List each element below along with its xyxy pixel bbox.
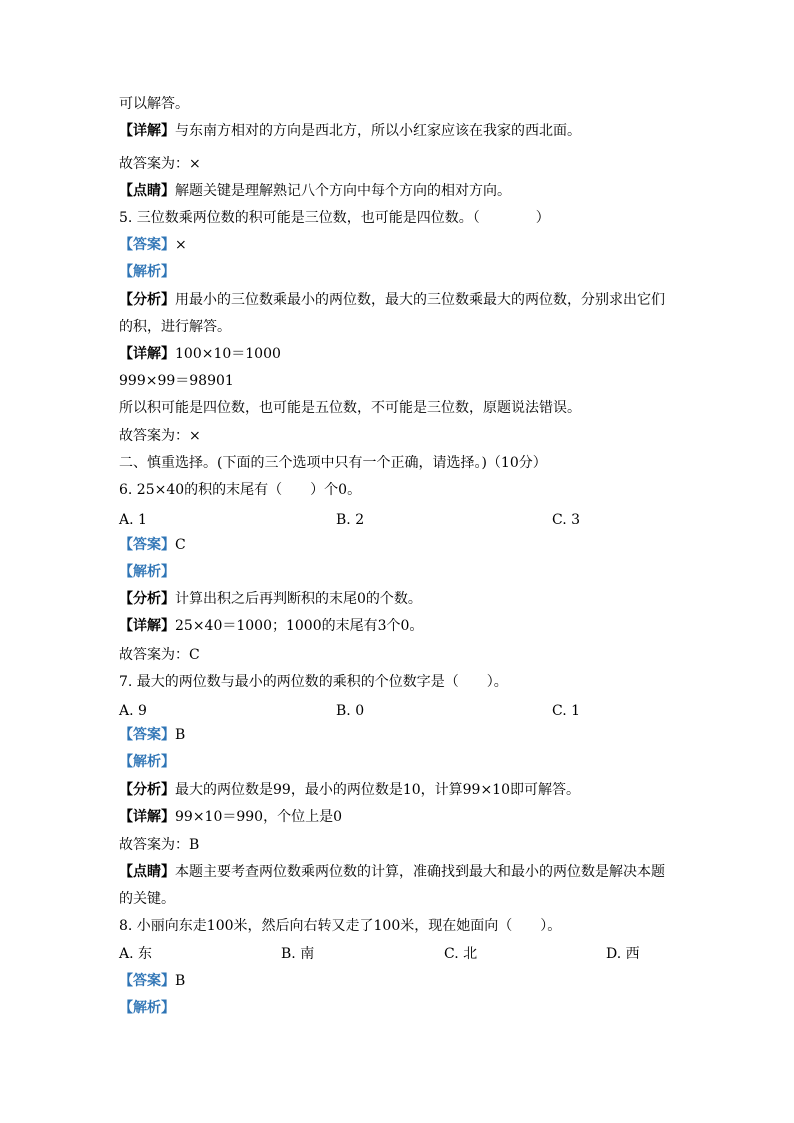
xiangjie-line xyxy=(119,616,423,636)
text: 本题主要考查两位数乘两位数的计算，准确找到最大和最小的两位数是解决本题 xyxy=(175,864,665,880)
jiexi-tag: 【解析】 xyxy=(119,1000,175,1016)
text: 可以解答。 xyxy=(119,96,189,112)
xiangjie-line xyxy=(119,807,342,827)
answer-tag: 【答案】 xyxy=(119,537,175,553)
fenxi-tag: 【分析】 xyxy=(119,292,175,308)
text: 解题关键是理解熟记八个方向中每个方向的相对方向。 xyxy=(175,183,511,199)
xiangjie-tag: 【详解】 xyxy=(119,809,175,825)
section-heading xyxy=(119,453,547,473)
text: 最大的两位数是99，最小的两位数是10，计算99×10即可解答。 xyxy=(175,782,580,798)
jiexi-line xyxy=(119,998,175,1018)
jiexi-tag: 【解析】 xyxy=(119,754,175,770)
answer-tag: 【答案】 xyxy=(119,237,175,253)
answer-line xyxy=(119,235,187,255)
text: 的积，进行解答。 xyxy=(119,319,231,335)
answer-value: B xyxy=(175,727,186,743)
text: 用最小的三位数乘最小的两位数，最大的三位数乘最大的两位数，分别求出它们 xyxy=(175,292,665,308)
text: 二、慎重选择。(下面的三个选项中只有一个正确，请选择。)（10分） xyxy=(119,455,547,471)
question-text: 7. 最大的两位数与最小的两位数的乘积的个位数字是（ ）。 xyxy=(119,674,508,690)
answer-value: C xyxy=(175,537,186,553)
question-7 xyxy=(119,672,508,692)
xiangjie-tag: 【详解】 xyxy=(119,123,175,139)
jiexi-line xyxy=(119,562,175,582)
option-b: B. 南 xyxy=(281,946,315,962)
text: 与东南方相对的方向是西北方，所以小红家应该在我家的西北面。 xyxy=(175,123,581,139)
xiangjie-tag: 【详解】 xyxy=(119,618,175,634)
option-a: A. 1 xyxy=(119,512,147,528)
text: 所以积可能是四位数，也可能是五位数，不可能是三位数，原题说法错误。 xyxy=(119,400,581,416)
answer-value: B xyxy=(175,973,186,989)
answer-final-line xyxy=(119,835,199,855)
jiexi-line xyxy=(119,752,175,772)
answer-tag: 【答案】 xyxy=(119,727,175,743)
option-a: A. 9 xyxy=(119,703,147,719)
question-text: 6. 25×40的积的末尾有（ ）个0。 xyxy=(119,482,362,498)
answer-line xyxy=(119,725,185,745)
text: 故答案为：B xyxy=(119,837,200,853)
answer-final-line xyxy=(119,645,200,665)
text: 999×99＝98901 xyxy=(119,373,234,389)
text-line xyxy=(119,317,231,337)
fenxi-tag: 【分析】 xyxy=(119,591,175,607)
option-b: B. 2 xyxy=(336,512,365,528)
answer-line xyxy=(119,535,186,555)
text: 故答案为：× xyxy=(119,156,201,172)
text: 的关键。 xyxy=(119,891,175,907)
answer-final-line xyxy=(119,426,201,446)
xiangjie-line xyxy=(119,121,581,141)
text-line xyxy=(119,371,234,391)
jiexi-tag: 【解析】 xyxy=(119,564,175,580)
text: 故答案为：× xyxy=(119,428,201,444)
xiangjie-tag: 【详解】 xyxy=(119,346,175,362)
answer-tag: 【答案】 xyxy=(119,973,175,989)
fenxi-line xyxy=(119,589,422,609)
question-6 xyxy=(119,480,361,500)
text: 故答案为：C xyxy=(119,647,200,663)
dianjing-line xyxy=(119,862,665,882)
text: 99×10＝990，个位上是0 xyxy=(175,809,342,825)
answer-value: × xyxy=(175,237,187,253)
option-b: B. 0 xyxy=(336,703,365,719)
fenxi-tag: 【分析】 xyxy=(119,782,175,798)
text: 100×10＝1000 xyxy=(175,346,281,362)
dianjing-tag: 【点睛】 xyxy=(119,183,175,199)
text: 25×40＝1000；1000的末尾有3个0。 xyxy=(175,618,424,634)
answer-line xyxy=(119,971,185,991)
xiangjie-line xyxy=(119,344,281,364)
text: 计算出积之后再判断积的末尾0的个数。 xyxy=(175,591,422,607)
question-8 xyxy=(119,916,561,936)
option-c: C. 3 xyxy=(552,512,581,528)
option-d: D. 西 xyxy=(606,946,640,962)
question-text: 5. 三位数乘两位数的积可能是三位数，也可能是四位数。（ ） xyxy=(119,210,550,226)
option-c: C. 1 xyxy=(552,703,581,719)
option-c: C. 北 xyxy=(444,946,478,962)
text-line xyxy=(119,398,581,418)
question-text: 8. 小丽向东走100米，然后向右转又走了100米，现在她面向（ ）。 xyxy=(119,918,562,934)
option-a: A. 东 xyxy=(119,946,153,962)
dianjing-line xyxy=(119,181,511,201)
text-line xyxy=(119,889,175,909)
fenxi-line xyxy=(119,780,580,800)
jiexi-tag: 【解析】 xyxy=(119,264,175,280)
answer-final-line xyxy=(119,154,201,174)
dianjing-tag: 【点睛】 xyxy=(119,864,175,880)
fenxi-line xyxy=(119,290,665,310)
jiexi-line xyxy=(119,262,175,282)
text-line xyxy=(119,94,189,114)
question-5 xyxy=(119,208,550,228)
